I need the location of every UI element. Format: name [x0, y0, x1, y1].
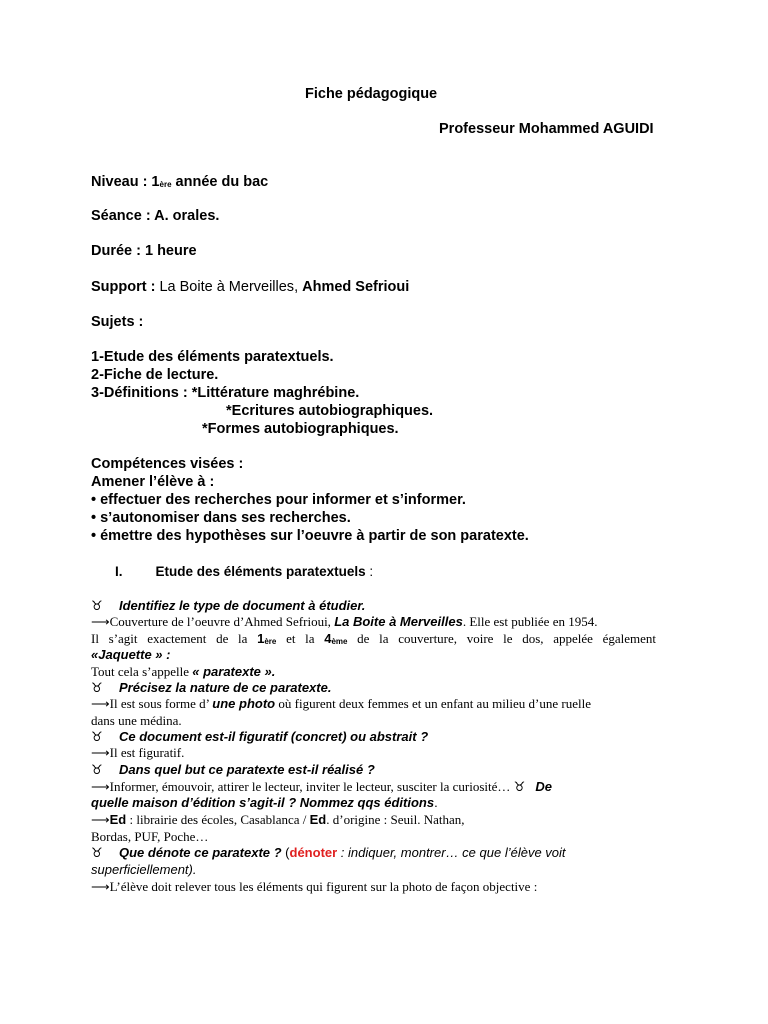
taurus-icon: ♉	[91, 599, 103, 614]
author-line: Professeur Mohammed AGUIDI	[439, 121, 654, 137]
answer-text: . d’origine : Seuil. Nathan,	[326, 812, 465, 827]
taurus-icon: ♉	[91, 681, 103, 696]
emphasis-text: « paratexte ».	[192, 664, 276, 679]
competences-title: Compétences visées :	[91, 456, 244, 472]
taurus-icon: ♉	[91, 846, 103, 861]
sujet-2: 2-Fiche de lecture.	[91, 367, 219, 383]
question-text: quelle maison d’édition s’agit-il ? Nommez qqs éditions	[91, 795, 435, 810]
answer-text: Il est sous forme d’	[109, 696, 213, 711]
answer-1-line-3: «Jaquette » :	[91, 647, 171, 662]
section-heading	[115, 564, 373, 579]
answer-text: Informer, émouvoir, attirer le lecteur, inviter le lecteur, susciter la curiosité…	[109, 779, 514, 794]
answer-3	[91, 745, 184, 761]
section-colon: :	[365, 564, 374, 579]
definition-text: : indiquer, montrer… ce que l’élève voit	[337, 845, 566, 860]
page-title: Fiche pédagogique	[305, 86, 438, 102]
arrow-icon: ⟶	[91, 745, 110, 760]
arrow-icon: ⟶	[91, 779, 110, 794]
question-6	[91, 845, 566, 861]
sujet-1: 1-Etude des éléments paratextuels.	[91, 349, 334, 365]
competence-item: • émettre des hypothèses sur l’oeuvre à partir de son paratexte.	[91, 528, 529, 544]
duree-line: Durée : 1 heure	[91, 243, 197, 259]
answer-text: . Elle est publiée en 1954.	[462, 614, 598, 629]
competences-amener: Amener l’élève à :	[91, 474, 215, 490]
seance-line: Séance : A. orales.	[91, 208, 220, 224]
question-4	[91, 762, 375, 778]
arrow-icon: ⟶	[91, 614, 110, 629]
sujets-label: Sujets :	[91, 314, 144, 330]
answer-text: Couverture de l’oeuvre d’Ahmed Sefrioui,	[109, 614, 335, 629]
definition-term: dénoter	[289, 845, 338, 860]
answer-2-line-1	[91, 696, 591, 712]
niveau-rest: année du bac	[171, 174, 269, 190]
question-5	[91, 795, 438, 810]
question-text: (	[281, 845, 290, 860]
sujet-3: 3-Définitions : *Littérature maghrébine.	[91, 385, 360, 401]
question-text: Précisez la nature de ce paratexte.	[119, 680, 332, 695]
answer-text: et la	[276, 631, 325, 646]
sujet-3-c: *Formes autobiographiques.	[202, 421, 399, 437]
answer-4	[91, 779, 552, 795]
answer-text: : librairie des écoles, Casablanca /	[126, 812, 310, 827]
emphasis-text: une photo	[212, 696, 276, 711]
taurus-icon: ♉	[91, 730, 103, 745]
competence-item: • effectuer des recherches pour informer et s’informer.	[91, 492, 466, 508]
niveau-line	[91, 174, 268, 190]
ordinal-suffix: ème	[331, 637, 348, 646]
niveau-superscript: ère	[159, 180, 172, 189]
answer-1-line-1	[91, 614, 597, 630]
question-text: Que dénote ce paratexte ?	[119, 845, 282, 860]
ordinal-number: 4	[324, 631, 332, 646]
ordinal-number: 1	[257, 631, 265, 646]
question-text: Identifiez le type de document à étudier.	[119, 598, 366, 613]
sujet-3-b: *Ecritures autobiographiques.	[226, 403, 434, 419]
arrow-icon: ⟶	[91, 696, 110, 711]
question-3	[91, 729, 428, 745]
edition-label: Ed	[309, 812, 327, 827]
book-title: La Boite à Merveilles	[334, 614, 463, 629]
support-author: Ahmed Sefrioui	[302, 279, 410, 295]
support-line	[91, 279, 409, 295]
support-book: La Boite à Merveilles	[159, 279, 295, 295]
taurus-icon: ♉	[513, 780, 526, 795]
section-title: Etude des éléments paratextuels	[155, 564, 366, 579]
question-6-line-2: superficiellement).	[91, 862, 197, 877]
section-number: I.	[115, 564, 123, 579]
question-2	[91, 680, 331, 696]
support-sep: ,	[294, 279, 303, 295]
answer-text: où figurent deux femmes et un enfant au milieu d’une ruelle	[275, 696, 591, 711]
question-text: Ce document est-il figuratif (concret) ou abstrait ?	[119, 729, 429, 744]
question-text: .	[434, 795, 438, 810]
answer-text: L’élève doit relever tous les éléments qui figurent sur la photo de façon objective :	[109, 879, 538, 894]
answer-1-line-4	[91, 664, 275, 680]
competence-item: • s’autonomiser dans ses recherches.	[91, 510, 351, 526]
answer-text: Il s’agit exactement de la	[91, 631, 258, 646]
ordinal-suffix: ère	[264, 637, 277, 646]
answer-5-line-2: Bordas, PUF, Poche…	[91, 829, 209, 844]
question-5-start: De	[535, 779, 552, 794]
answer-2-line-2: dans une médina.	[91, 713, 182, 728]
arrow-icon: ⟶	[91, 879, 110, 894]
answer-5-line-1	[91, 812, 465, 828]
support-label: Support :	[91, 279, 160, 295]
niveau-label: Niveau : 1	[91, 174, 160, 190]
answer-text: Il est figuratif.	[109, 745, 185, 760]
answer-6	[91, 879, 537, 895]
answer-1-line-2	[91, 631, 656, 647]
question-text: Dans quel but ce paratexte est-il réalisé ?	[119, 762, 375, 777]
arrow-icon: ⟶	[91, 812, 110, 827]
question-1	[91, 598, 365, 614]
taurus-icon: ♉	[91, 763, 103, 778]
answer-text: Tout cela s’appelle	[91, 664, 193, 679]
edition-label: Ed	[109, 812, 127, 827]
answer-text: de la couverture, voire le dos, appelée également	[347, 631, 656, 646]
